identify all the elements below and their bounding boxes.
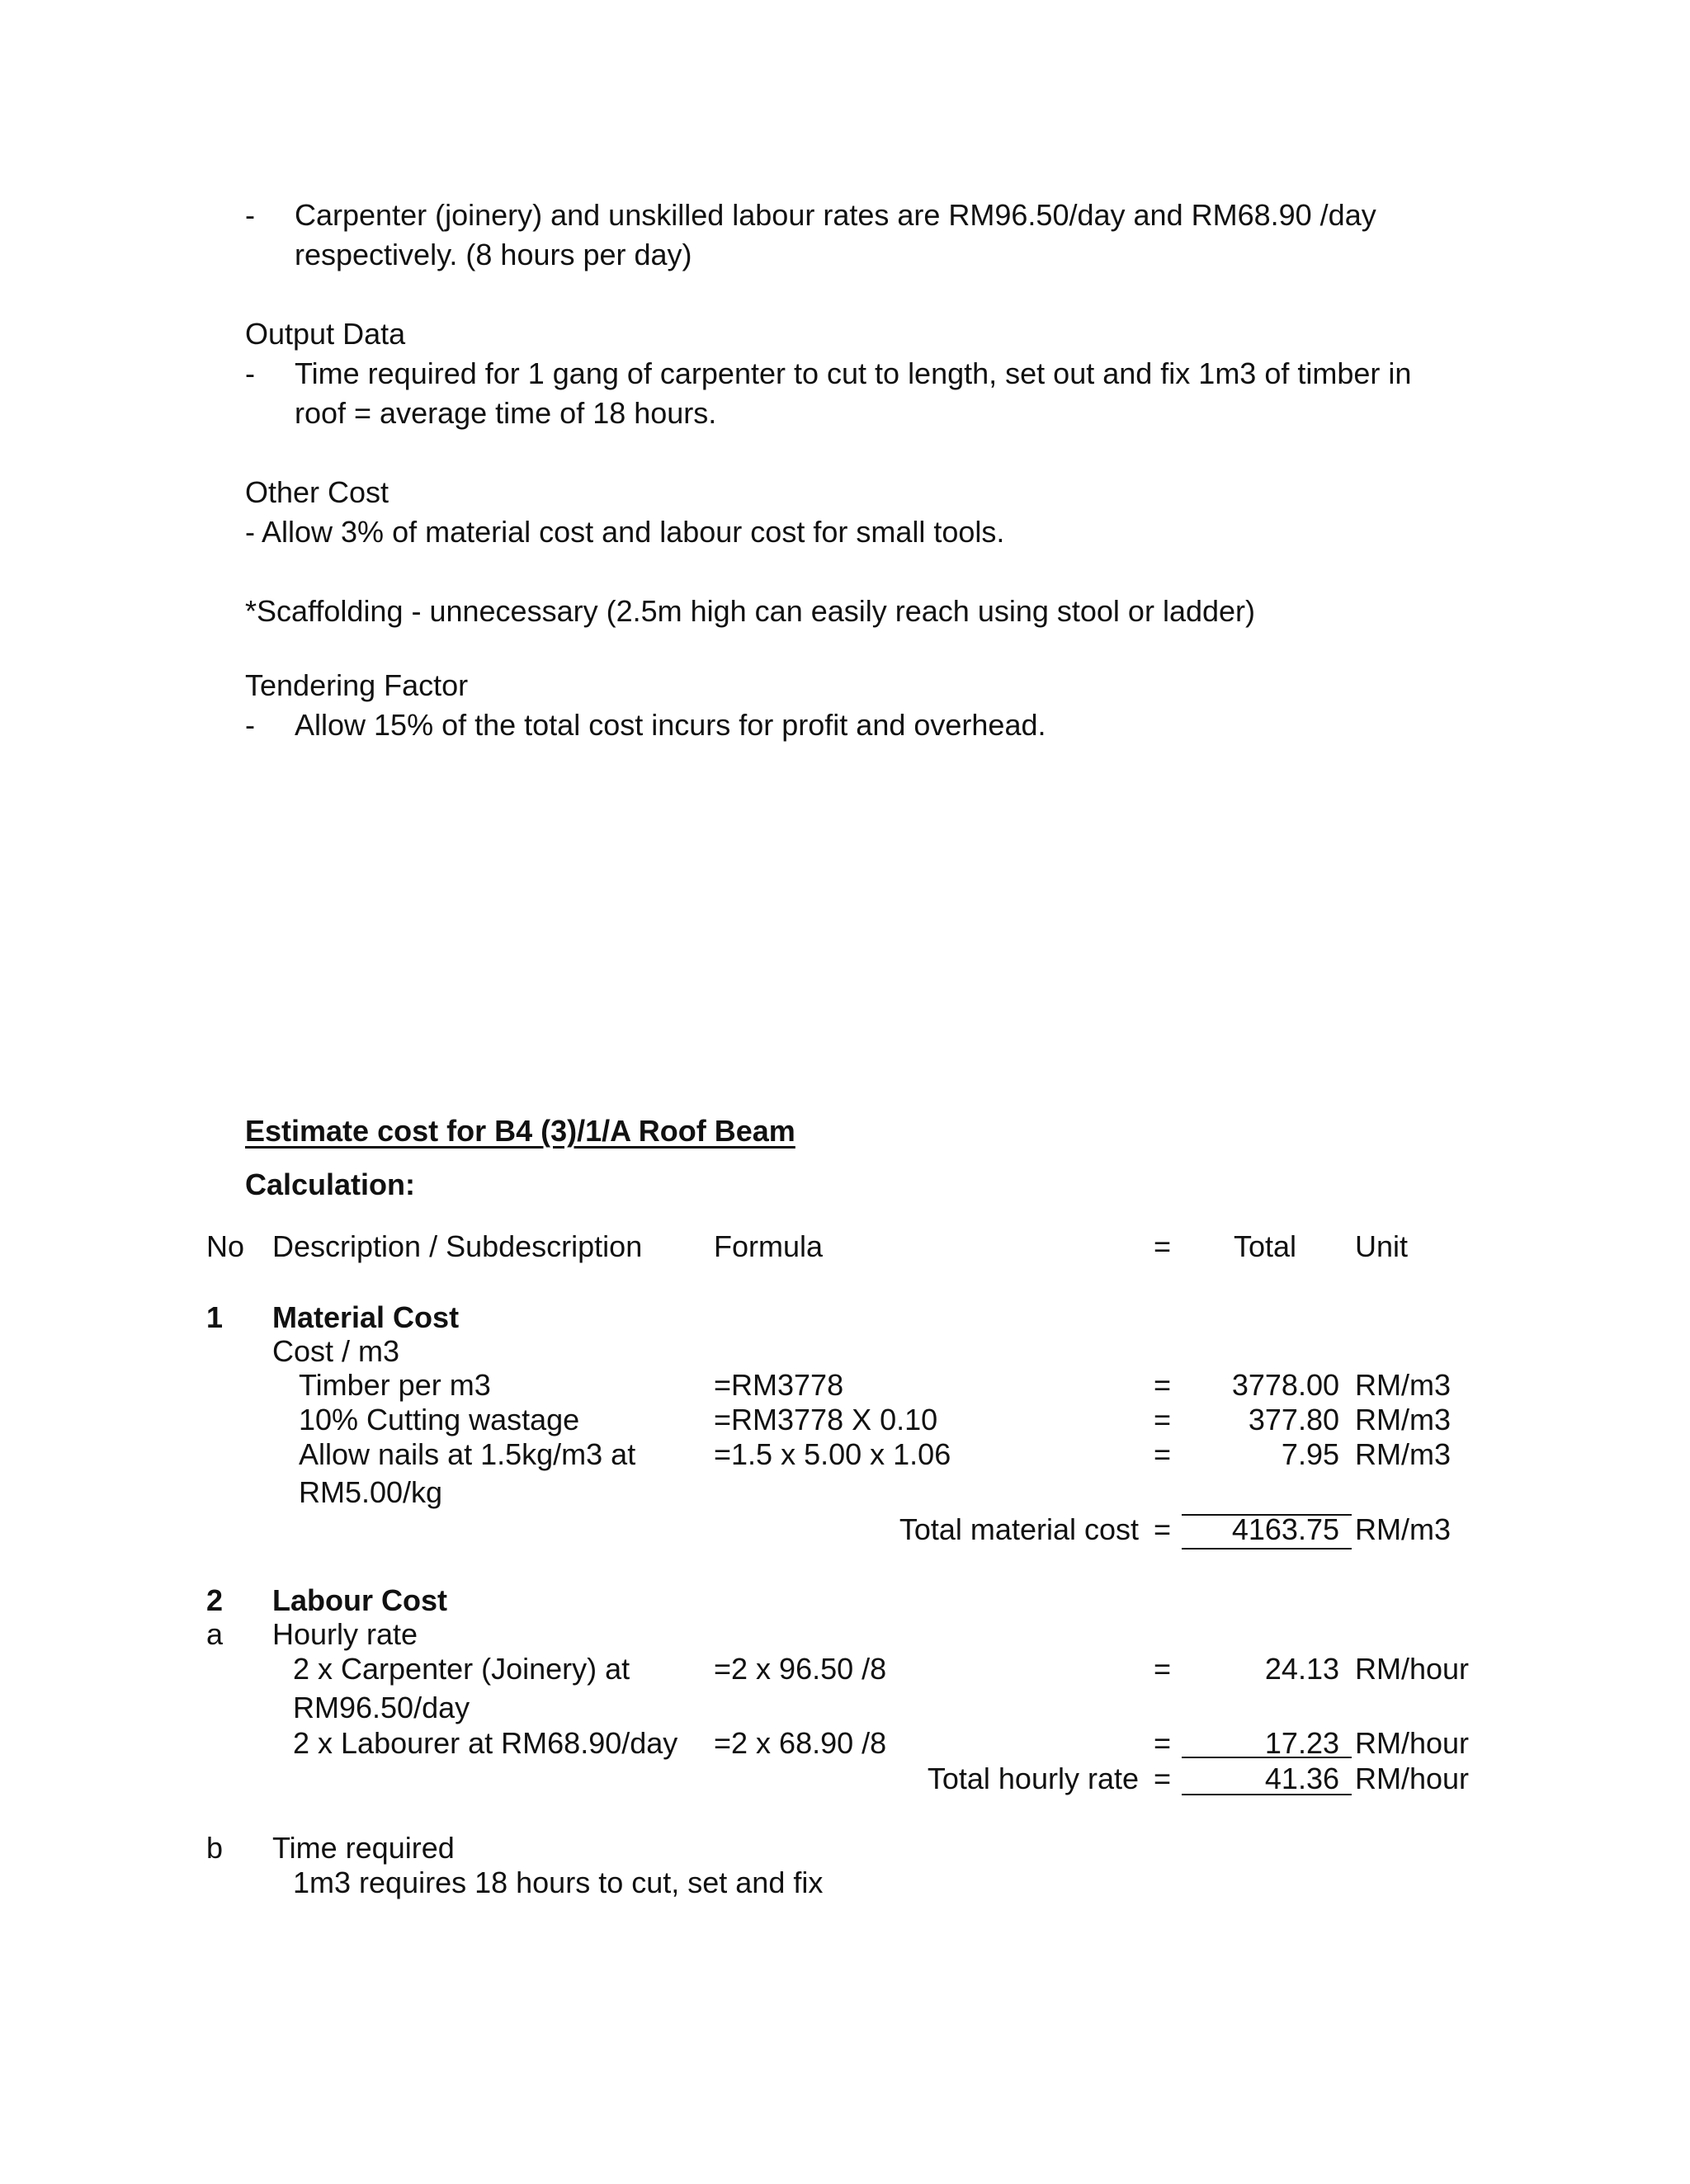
sub-item-letter: b xyxy=(206,1831,224,1865)
row-total: 377.80 xyxy=(1248,1403,1339,1436)
row-total: 24.13 xyxy=(1264,1652,1339,1686)
total-hourly-rate-value: 41.36 xyxy=(1264,1762,1339,1795)
total-material-cost-value: 4163.75 xyxy=(1231,1512,1339,1546)
row-formula: =RM3778 xyxy=(714,1368,844,1402)
total-hourly-rate-label: Total hourly rate xyxy=(927,1762,1139,1795)
row-description-continued: RM96.50/day xyxy=(293,1691,470,1724)
header-description: Description / Subdescription xyxy=(272,1229,643,1263)
total-underline xyxy=(1182,1794,1352,1795)
total-unit: RM/m3 xyxy=(1355,1512,1451,1546)
labour-rates-line-1: Carpenter (joinery) and unskilled labour rates are RM96.50/day and RM68.90 /day xyxy=(295,198,1376,232)
labour-rates-line-2: respectively. (8 hours per day) xyxy=(295,238,692,271)
output-data-line-2: roof = average time of 18 hours. xyxy=(295,396,717,430)
tendering-factor-line: Allow 15% of the total cost incurs for profit and overhead. xyxy=(295,708,1046,742)
row-equals: = xyxy=(1154,1368,1172,1402)
hourly-rate-title: Hourly rate xyxy=(272,1617,418,1651)
scaffolding-note: *Scaffolding - unnecessary (2.5m high can easily reach using stool or ladder) xyxy=(245,594,1255,628)
row-formula: =2 x 96.50 /8 xyxy=(714,1652,887,1686)
row-description: 2 x Carpenter (Joinery) at xyxy=(293,1652,630,1686)
row-total: 7.95 xyxy=(1281,1437,1339,1471)
output-data-line-1: Time required for 1 gang of carpenter to cut to length, set out and fix 1m3 of timber in xyxy=(295,356,1412,390)
header-no: No xyxy=(206,1229,245,1263)
row-total: 17.23 xyxy=(1264,1726,1339,1760)
row-unit: RM/hour xyxy=(1355,1726,1470,1760)
header-unit: Unit xyxy=(1355,1229,1409,1263)
row-formula: =2 x 68.90 /8 xyxy=(714,1726,887,1760)
row-description: 10% Cutting wastage xyxy=(299,1403,580,1436)
output-data-heading: Output Data xyxy=(245,317,406,351)
total-underline xyxy=(1182,1548,1352,1550)
item-number: 2 xyxy=(206,1583,224,1617)
estimate-title: Estimate cost for B4 (3)/1/A Roof Beam xyxy=(245,1114,795,1148)
row-total: 3778.00 xyxy=(1231,1368,1339,1402)
row-description: 2 x Labourer at RM68.90/day xyxy=(293,1726,678,1760)
time-required-title: Time required xyxy=(272,1831,455,1865)
row-formula: =1.5 x 5.00 x 1.06 xyxy=(714,1437,951,1471)
row-unit: RM/m3 xyxy=(1355,1403,1451,1436)
row-equals: = xyxy=(1154,1652,1172,1686)
tendering-factor-heading: Tendering Factor xyxy=(245,668,469,702)
row-description: Timber per m3 xyxy=(299,1368,491,1402)
sub-item-letter: a xyxy=(206,1617,224,1651)
row-description: Allow nails at 1.5kg/m3 at xyxy=(299,1437,636,1471)
row-unit: RM/hour xyxy=(1355,1652,1470,1686)
total-material-cost-label: Total material cost xyxy=(899,1512,1139,1546)
row-equals: = xyxy=(1154,1726,1172,1760)
other-cost-line: - Allow 3% of material cost and labour cost for small tools. xyxy=(245,515,1005,549)
material-cost-title: Material Cost xyxy=(272,1300,460,1334)
row-unit: RM/m3 xyxy=(1355,1437,1451,1471)
row-formula: =RM3778 X 0.10 xyxy=(714,1403,938,1436)
total-equals: = xyxy=(1154,1762,1172,1795)
total-unit: RM/hour xyxy=(1355,1762,1470,1795)
other-cost-heading: Other Cost xyxy=(245,475,389,509)
bullet-dash: - xyxy=(245,198,255,232)
header-equals: = xyxy=(1154,1229,1172,1263)
row-equals: = xyxy=(1154,1403,1172,1436)
calculation-heading: Calculation: xyxy=(245,1167,416,1201)
total-equals: = xyxy=(1154,1512,1172,1546)
material-cost-subtitle: Cost / m3 xyxy=(272,1334,400,1368)
header-formula: Formula xyxy=(714,1229,824,1263)
item-number: 1 xyxy=(206,1300,224,1334)
subtotal-rule xyxy=(1182,1757,1352,1758)
labour-cost-title: Labour Cost xyxy=(272,1583,447,1617)
header-total: Total xyxy=(1234,1229,1297,1263)
row-equals: = xyxy=(1154,1437,1172,1471)
time-required-line: 1m3 requires 18 hours to cut, set and fix xyxy=(293,1866,824,1899)
bullet-dash: - xyxy=(245,708,255,742)
bullet-dash: - xyxy=(245,356,255,390)
row-description-continued: RM5.00/kg xyxy=(299,1475,443,1509)
row-unit: RM/m3 xyxy=(1355,1368,1451,1402)
